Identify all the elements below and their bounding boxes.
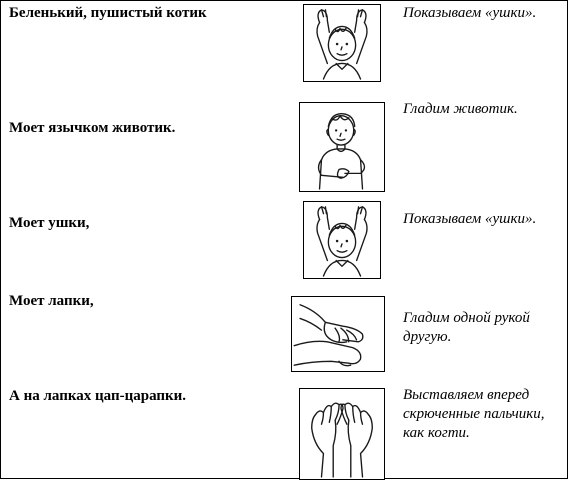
rhyme-line-3: Моет ушки, bbox=[9, 215, 90, 231]
action-line: Выставляем вперед bbox=[403, 387, 530, 403]
rhyme-line-1: Беленький, пушистый котик bbox=[9, 5, 207, 21]
child-hands-ears-icon bbox=[303, 4, 381, 82]
rhyme-line-4: Моет лапки, bbox=[9, 293, 94, 309]
action-text-5 bbox=[403, 386, 563, 443]
action-text-2 bbox=[403, 100, 563, 119]
child-stroking-tummy-icon bbox=[299, 102, 385, 192]
rhyme-line-2: Моет язычком животик. bbox=[9, 120, 176, 136]
child-hands-ears-icon bbox=[303, 201, 381, 279]
action-line: Показываем «ушки». bbox=[403, 211, 537, 227]
action-text-4 bbox=[403, 309, 563, 347]
action-line: другую. bbox=[403, 329, 452, 345]
action-line: Гладим одной рукой bbox=[403, 310, 530, 326]
claw-hands-icon bbox=[299, 388, 385, 480]
action-line: Гладим животик. bbox=[403, 101, 518, 117]
action-line: как когти. bbox=[403, 425, 470, 441]
action-line: Показываем «ушки». bbox=[403, 5, 537, 21]
action-text-1 bbox=[403, 4, 563, 23]
rhyme-line-5: А на лапках цап-царапки. bbox=[9, 388, 187, 404]
action-line: скрюченные пальчики, bbox=[403, 406, 545, 422]
action-text-3 bbox=[403, 210, 563, 229]
stroking-hand-icon bbox=[291, 296, 385, 372]
